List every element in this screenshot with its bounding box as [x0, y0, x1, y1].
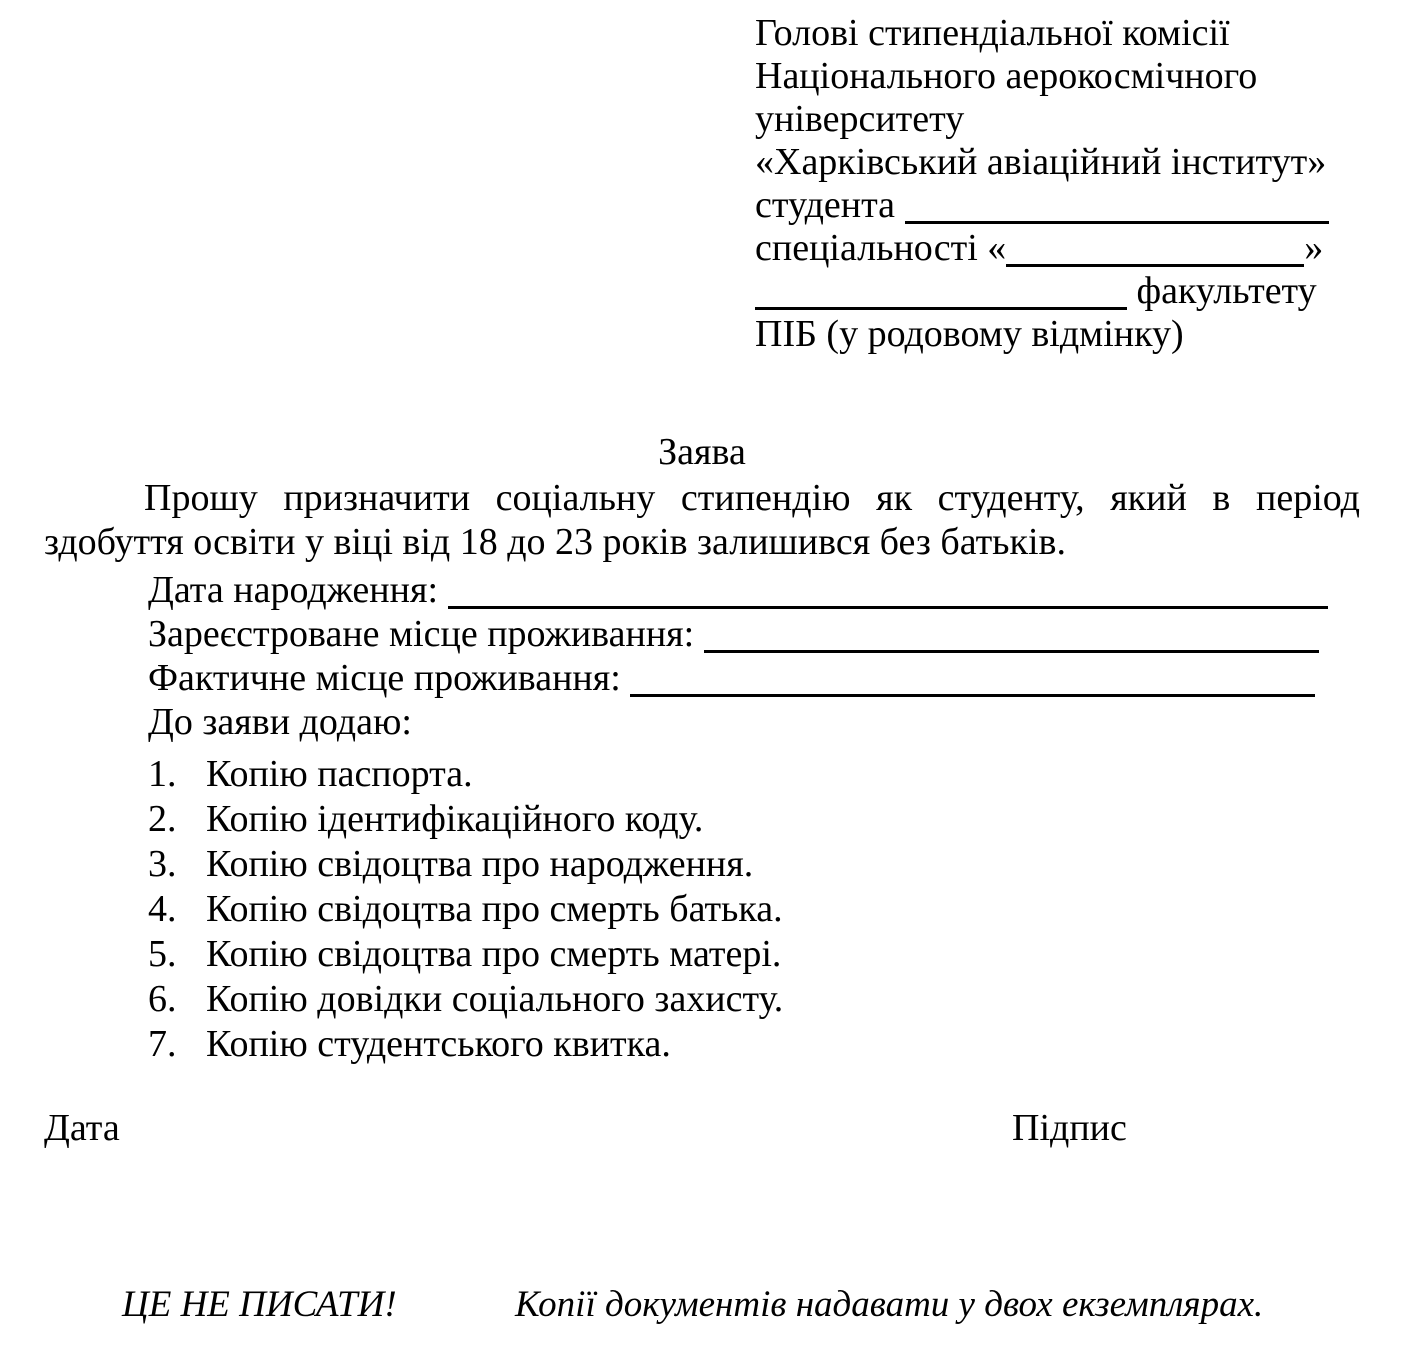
student-name-line: [755, 184, 1400, 227]
list-item-text: Копію довідки соціального захисту.: [206, 978, 784, 1020]
list-item: [148, 977, 783, 1022]
signature-label: Підпис: [1012, 1107, 1127, 1149]
list-item: [148, 752, 783, 797]
list-item-text: Копію свідоцтва про народження.: [206, 843, 754, 885]
field-actual-address-blank: [630, 694, 1315, 697]
addressee-line-university-2: університету: [755, 98, 965, 140]
specialty-blank: [1006, 264, 1304, 267]
request-paragraph-line-2: здобуття освіти у віці від 18 до 23 років залишився без батьків.: [44, 521, 1066, 563]
document-title: Заява: [658, 431, 746, 473]
list-item-text: Копію ідентифікаційного коду.: [206, 798, 704, 840]
copies-note: Копії документів надавати у двох екземплярах.: [515, 1284, 1264, 1325]
list-item: [148, 797, 783, 842]
list-item-number: 4.: [148, 888, 177, 930]
do-not-write-warning: ЦЕ НЕ ПИСАТИ!: [122, 1284, 397, 1325]
field-registered-address-blank: [704, 650, 1319, 653]
specialty-close-quote: »: [1304, 227, 1324, 269]
faculty-label: факультету: [1136, 270, 1317, 312]
pib-note: ПІБ (у родовому відмінку): [755, 313, 1184, 355]
faculty-blank: [755, 307, 1127, 310]
specialty-line: [755, 227, 1400, 270]
list-item: [148, 932, 783, 977]
request-paragraph: [44, 476, 1360, 564]
list-item-number: 3.: [148, 843, 177, 885]
list-item-number: 5.: [148, 933, 177, 975]
field-registered-address-label: Зареєстроване місце проживання:: [148, 613, 695, 655]
list-item: [148, 842, 783, 887]
student-name-blank: [905, 221, 1329, 224]
list-item-number: 2.: [148, 798, 177, 840]
field-birth-date: [148, 568, 1360, 612]
list-item-text: Копію свідоцтва про смерть матері.: [206, 933, 782, 975]
specialty-label: спеціальності «: [755, 227, 1007, 269]
fill-in-fields: [148, 568, 1360, 700]
date-label: Дата: [44, 1107, 120, 1149]
field-actual-address: [148, 656, 1360, 700]
addressee-line-university-1: Національного аерокосмічного: [755, 55, 1258, 97]
list-item-text: Копію студентського квитка.: [206, 1023, 671, 1065]
addressee-line-institute: «Харківський авіаційний інститут»: [755, 141, 1327, 183]
addressee-line-commission: Голові стипендіальної комісії: [755, 12, 1230, 54]
list-item-number: 1.: [148, 753, 177, 795]
attachments-intro: До заяви додаю:: [148, 701, 412, 743]
list-item-text: Копію свідоцтва про смерть батька.: [206, 888, 783, 930]
field-birth-date-label: Дата народження:: [148, 569, 439, 611]
faculty-line: [755, 270, 1400, 313]
field-actual-address-label: Фактичне місце проживання:: [148, 657, 621, 699]
list-item-number: 7.: [148, 1023, 177, 1065]
list-item: [148, 1022, 783, 1067]
list-item-text: Копію паспорта.: [206, 753, 473, 795]
field-birth-date-blank: [448, 606, 1328, 609]
list-item-number: 6.: [148, 978, 177, 1020]
list-item: [148, 887, 783, 932]
addressee-block: [755, 12, 1400, 356]
request-paragraph-line-1: Прошу призначити соціальну стипендію як студенту, який в період: [144, 477, 1360, 519]
student-label: студента: [755, 184, 896, 226]
field-registered-address: [148, 612, 1360, 656]
signature-row: [0, 1106, 1404, 1150]
attachments-list: [148, 752, 783, 1067]
footer-note-row: [0, 1283, 1404, 1331]
